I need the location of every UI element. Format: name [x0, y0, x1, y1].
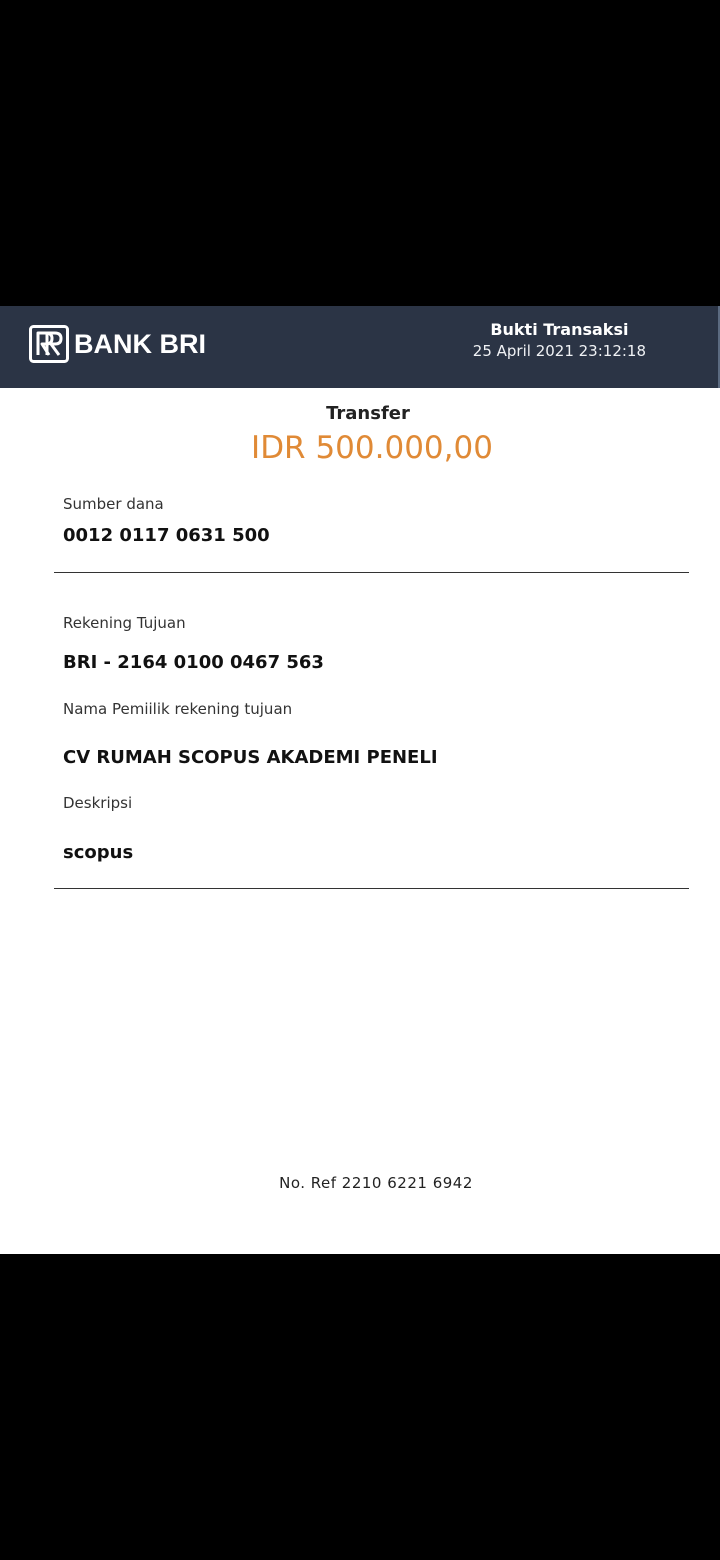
receipt-header [0, 306, 720, 388]
destination-label: Rekening Tujuan [63, 614, 186, 632]
divider-bottom [54, 888, 689, 889]
description-label: Deskripsi [63, 794, 133, 812]
receipt-title: Bukti Transaksi [490, 320, 629, 339]
bri-logo-icon [29, 325, 69, 363]
divider-top [54, 572, 689, 573]
receipt-info [473, 320, 646, 362]
bank-name: BANK BRI [74, 329, 206, 359]
owner-label: Nama Pemiilik rekening tujuan [63, 700, 293, 718]
owner-name: CV RUMAH SCOPUS AKADEMI PENELI [63, 747, 438, 768]
destination-account: BRI - 2164 0100 0467 563 [63, 652, 324, 673]
source-account: 0012 0117 0631 500 [63, 525, 270, 546]
source-label: Sumber dana [63, 495, 164, 513]
description-value: scopus [63, 842, 134, 863]
bank-logo [29, 325, 206, 363]
transaction-type: Transfer [326, 403, 410, 424]
reference-number: No. Ref 2210 6221 6942 [279, 1174, 473, 1192]
transaction-receipt [0, 306, 720, 1254]
transaction-datetime: 25 April 2021 23:12:18 [472, 342, 646, 360]
transaction-amount: IDR 500.000,00 [251, 430, 493, 466]
